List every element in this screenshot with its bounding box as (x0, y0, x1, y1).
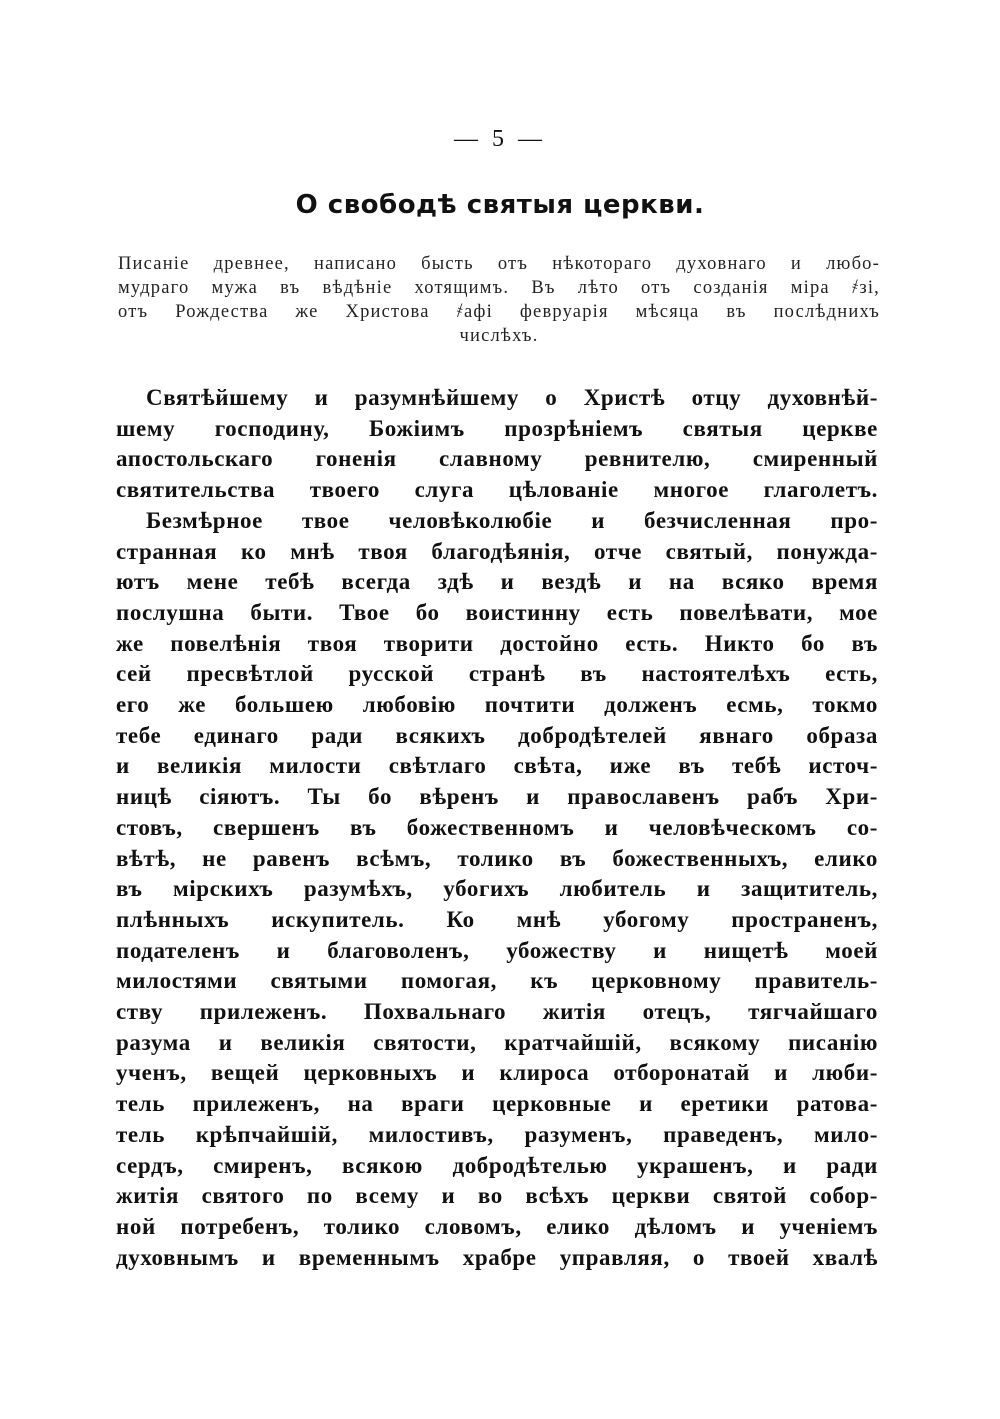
body-line: ству прилеженъ. Похвальнаго житія отецъ, тягчайшаго (116, 999, 878, 1025)
page-number: — 5 — (454, 126, 546, 152)
body-text (116, 383, 878, 1273)
body-line: Святѣйшему и разумнѣйшему о Христѣ отцу духовнѣй- (146, 385, 878, 410)
body-line: ютъ мене тебѣ всегда здѣ и вездѣ и на всяко время (116, 569, 878, 595)
body-line: ницѣ сіяютъ. Ты бо вѣренъ и православенъ рабъ Хри- (116, 784, 878, 810)
preface-line: мудраго мужа въ вѣдѣніе хотящимъ. Въ лѣто отъ созданія міра ҂зі, (118, 278, 880, 298)
preface-line: числѣхъ. (459, 326, 539, 346)
body-line: тель крѣпчайшій, милостивъ, разуменъ, праведенъ, мило- (116, 1121, 878, 1147)
preface-note (118, 252, 880, 348)
body-line: милостями святыми помогая, къ церковному правитель- (116, 968, 878, 994)
body-line: шему господину, Божіимъ прозрѣніемъ святыя церкве (116, 415, 878, 441)
body-line: сей пресвѣтлой русской странѣ въ настоятелѣхъ есть, (116, 661, 878, 687)
body-line: въ мірскихъ разумѣхъ, убогихъ любитель и защититель, (116, 876, 878, 902)
body-line: и великія милости свѣтлаго свѣта, иже въ тебѣ источ- (116, 753, 878, 779)
body-line: стовъ, свершенъ въ божественномъ и человѣческомъ со- (116, 814, 878, 840)
body-line: плѣнныхъ искупитель. Ко мнѣ убогому пространенъ, (116, 906, 878, 932)
body-line: святительства твоего слуга цѣлованіе многое глаголетъ. (116, 477, 878, 503)
body-line: вѣтѣ, не равенъ всѣмъ, толико въ божественныхъ, елико (116, 845, 878, 871)
preface-line: Писаніе древнее, написано бысть отъ нѣкотораго духовнаго и любо- (118, 254, 880, 274)
body-line: тель прилеженъ, на враги церковные и еретики ратова- (116, 1091, 878, 1117)
body-line: Безмѣрное твое человѣколюбіе и безчисленная про- (146, 507, 878, 533)
body-line: тебе единаго ради всякихъ добродѣтелей явнаго образа (116, 722, 878, 748)
preface-line: отъ Рождества же Христова ҂афі февруарія мѣсяца въ послѣднихъ (118, 302, 880, 322)
body-line: разума и великія святости, кратчайшій, всякому писанію (116, 1029, 878, 1055)
body-line: житія святого по всему и во всѣхъ церкви святой собор- (116, 1183, 878, 1209)
body-line: его же большею любовію почтити долженъ есмь, токмо (116, 692, 878, 718)
body-line: духовнымъ и временнымъ храбре управляя, о твоей хвалѣ (116, 1244, 878, 1270)
body-line: же повелѣнія твоя творити достойно есть. Никто бо въ (116, 630, 878, 656)
body-line: ученъ, вещей церковныхъ и клироса отборонатай и люби- (116, 1060, 878, 1086)
body-line: подателенъ и благоволенъ, убожеству и нищетѣ моей (116, 937, 878, 963)
chapter-title: О свободѣ святыя церкви. (295, 190, 705, 220)
body-line: послушна быти. Твое бо воистинну есть повелѣвати, мое (116, 599, 878, 625)
body-line: ной потребенъ, толико словомъ, елико дѣломъ и ученіемъ (116, 1213, 878, 1239)
body-line: сердъ, смиренъ, всякою добродѣтелью украшенъ, и ради (116, 1152, 878, 1178)
body-line: странная ко мнѣ твоя благодѣянія, отче святый, понужда- (116, 538, 878, 564)
body-line: апостольскаго гоненія славному ревнителю, смиренный (116, 446, 878, 472)
